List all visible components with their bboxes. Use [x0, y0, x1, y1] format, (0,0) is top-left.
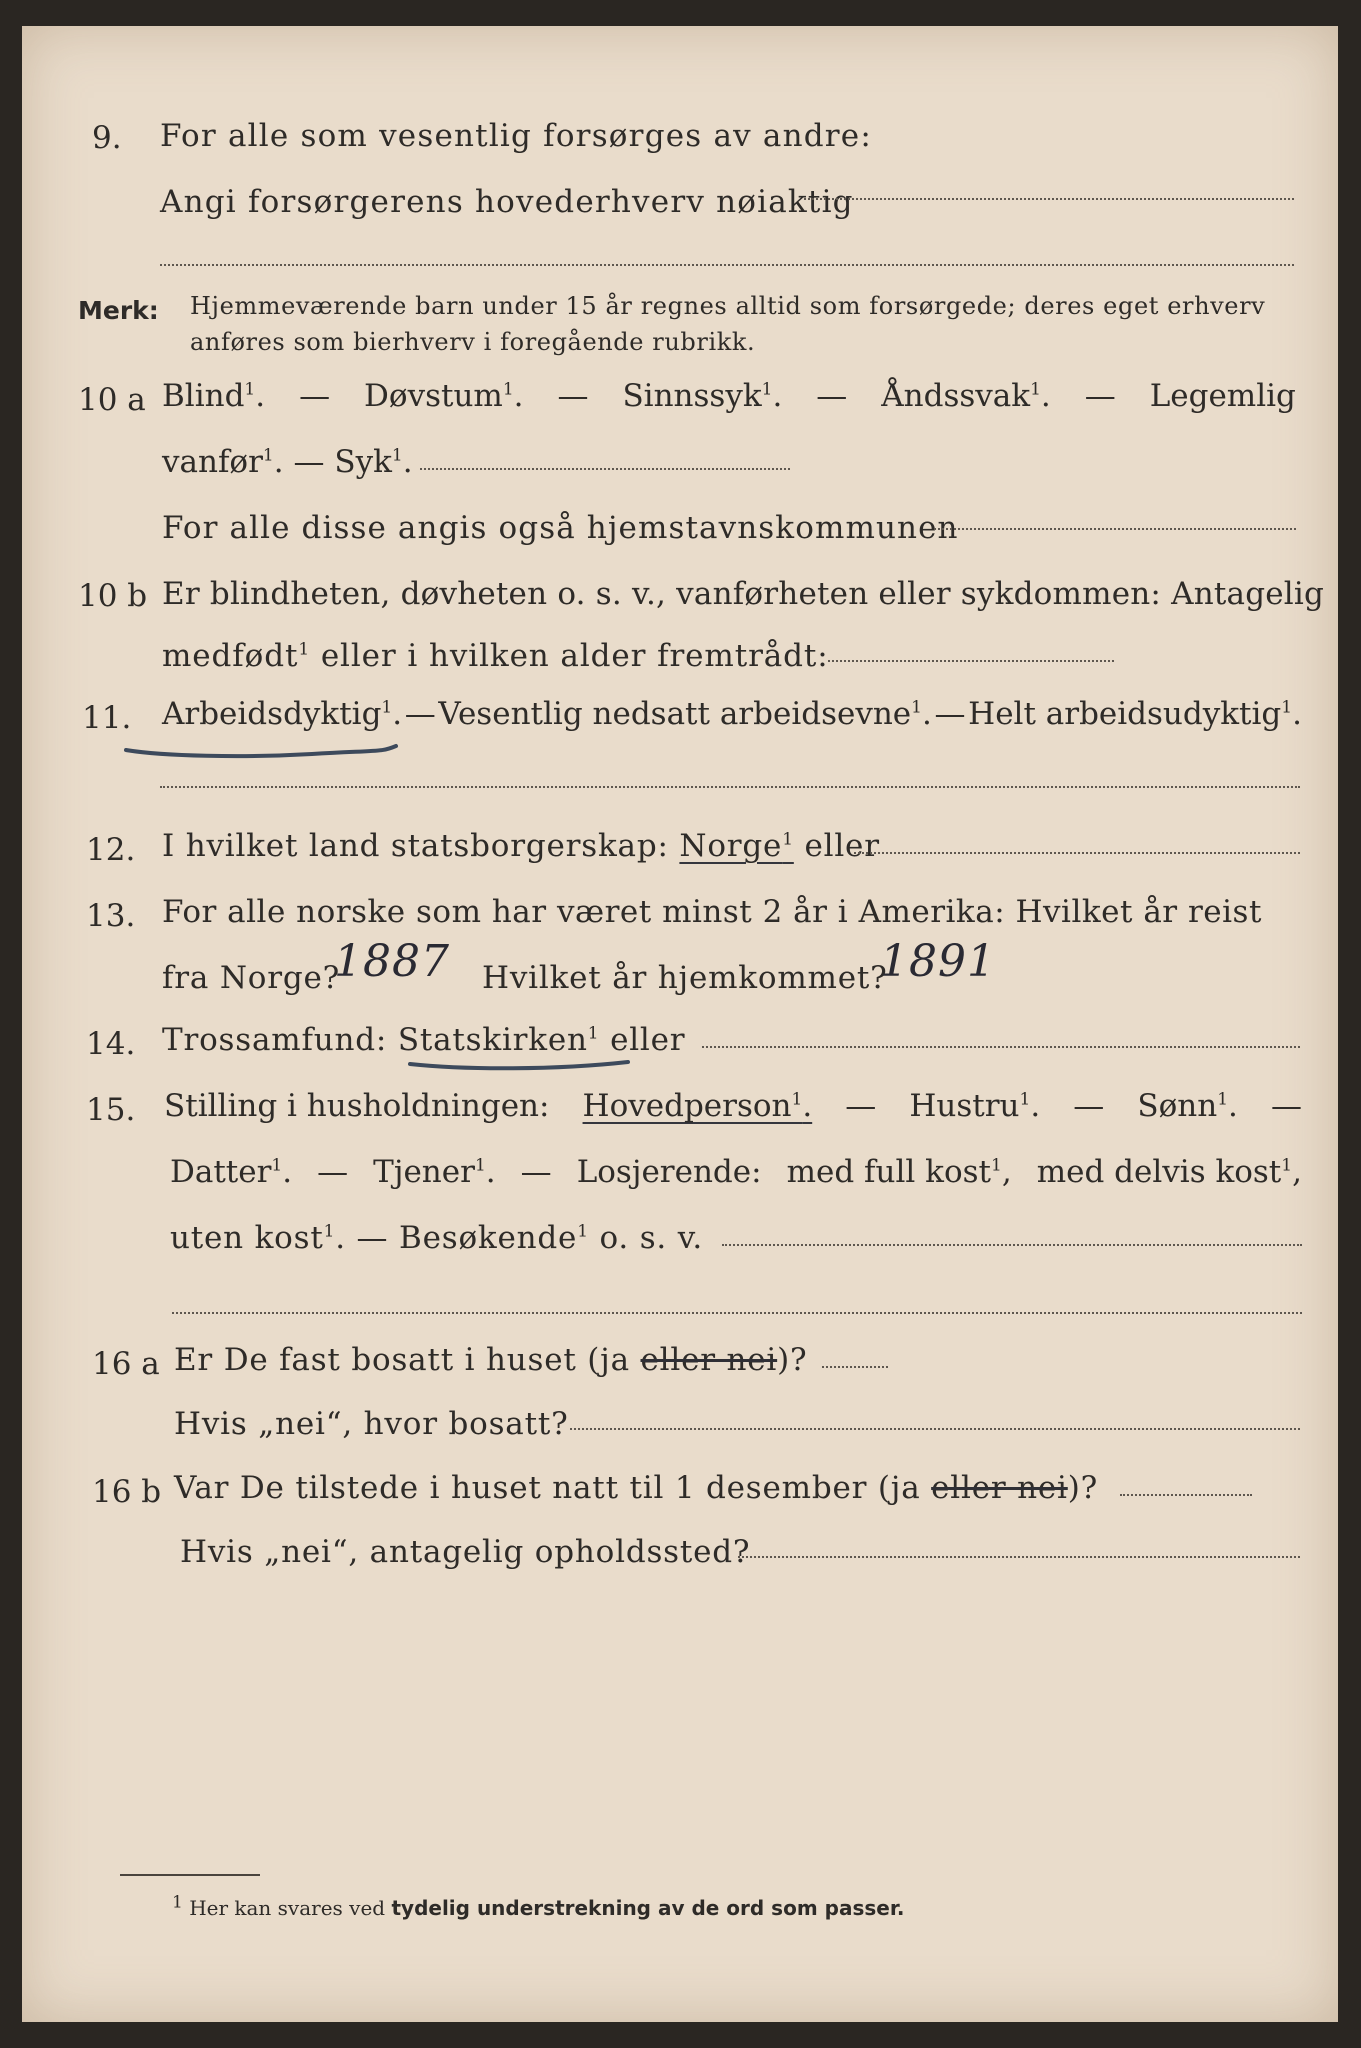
option-norge[interactable]: Norge$^1$: [679, 828, 794, 864]
option-tjener[interactable]: Tjener$^1$.: [373, 1154, 496, 1190]
option-nedsatt[interactable]: Vesentlig nedsatt arbeidsevne$^1$.: [438, 696, 932, 732]
q14-answer-line[interactable]: [702, 1046, 1300, 1048]
q11-answer-line[interactable]: [160, 786, 1300, 788]
option-sonn[interactable]: Sønn$^1$.: [1137, 1088, 1238, 1124]
option-besokende[interactable]: Besøkende$^1$: [399, 1220, 589, 1256]
q9-answer-line[interactable]: [804, 198, 1294, 200]
option-andssvak[interactable]: Åndssvak$^1$.: [881, 378, 1051, 414]
q13-line1: For alle norske som har været minst 2 år i Amerika: Hvilket år reist: [162, 894, 1262, 930]
census-form-page: [22, 26, 1338, 2022]
q16b-line1: Var De tilstede i huset natt til 1 desember (ja eller nei)?: [174, 1470, 1099, 1506]
option-arbeidsdyktig[interactable]: Arbeidsdyktig$^1$.: [162, 696, 403, 732]
q16a-number: 16 a: [92, 1346, 160, 1382]
q10a-line2: vanfør$^1$. — Syk$^1$.: [162, 444, 413, 480]
footnote-rule: [120, 1874, 260, 1876]
option-delvis-kost[interactable]: med delvis kost$^1$,: [1036, 1154, 1302, 1190]
q9-number: 9.: [92, 120, 122, 156]
merk-line1: Hjemmeværende barn under 15 år regnes alltid som forsørgede; deres eget erhverv: [190, 292, 1266, 320]
option-medfodt[interactable]: medfødt$^1$: [162, 638, 311, 674]
q14-number: 14.: [86, 1026, 136, 1062]
option-statskirken[interactable]: Statskirken$^1$: [397, 1022, 600, 1058]
q10b-line1: Er blindheten, døvheten o. s. v., vanførheten eller sykdommen: Antagelig: [162, 576, 1325, 612]
q10a-hjemstavn-answer-line[interactable]: [934, 528, 1296, 530]
q16b-line2: Hvis „nei“, antagelig opholdssted?: [180, 1534, 751, 1570]
q16a-bosatt-answer-line[interactable]: [570, 1428, 1300, 1430]
option-hustru[interactable]: Hustru$^1$.: [909, 1088, 1041, 1124]
q10a-number: 10 a: [78, 382, 146, 418]
q13-number: 13.: [86, 898, 136, 934]
option-dovstum[interactable]: Døvstum$^1$.: [364, 378, 524, 414]
q16b-struck-eller-nei: eller nei: [931, 1470, 1068, 1506]
q16b-number: 16 b: [92, 1474, 162, 1510]
q10a-line1: Blind$^1$. — Døvstum$^1$. — Sinnssyk$^1$. — Åndssvak$^1$. — Legemlig: [162, 378, 1296, 414]
q15-line2: Datter$^1$. — Tjener$^1$. — Losjerende: med full kost$^1$, med delvis kost$^1$,: [170, 1154, 1302, 1190]
q13-reist-year-handwritten[interactable]: 1887: [334, 936, 450, 987]
footnote: $^1$ Her kan svares ved tydelig understrekning av de ord som passer.: [172, 1892, 905, 1920]
option-sinnssyk[interactable]: Sinnssyk$^1$.: [622, 378, 783, 414]
merk-label: Merk:: [78, 296, 159, 325]
q15-line3: uten kost$^1$. — Besøkende$^1$ o. s. v.: [170, 1220, 704, 1256]
q16a-line2: Hvis „nei“, hvor bosatt?: [174, 1406, 569, 1442]
option-hovedperson[interactable]: Hovedperson$^1$.: [582, 1088, 813, 1124]
q13-hjemkommet: Hvilket år hjemkommet?: [482, 960, 888, 996]
q16a-answer-line[interactable]: [822, 1366, 888, 1368]
q15-line1: Stilling i husholdningen: Hovedperson$^1$. — Hustru$^1$. — Sønn$^1$. —: [164, 1088, 1302, 1124]
q10b-line2: medfødt$^1$ eller i hvilken alder fremtrådt:: [162, 638, 829, 674]
option-datter[interactable]: Datter$^1$.: [170, 1154, 293, 1190]
q9-line1: For alle som vesentlig forsørges av andre:: [160, 118, 872, 154]
option-syk[interactable]: Syk$^1$.: [334, 444, 413, 480]
q15-answer-line[interactable]: [722, 1244, 1302, 1246]
merk-line2: anføres som bierhverv i foregående rubrikk.: [190, 328, 756, 356]
option-full-kost[interactable]: med full kost$^1$,: [786, 1154, 1012, 1190]
q12-answer-line[interactable]: [854, 852, 1300, 854]
option-blind[interactable]: Blind$^1$.: [162, 378, 266, 414]
option-legemlig[interactable]: Legemlig: [1149, 378, 1296, 414]
q11-handwritten-underline: [122, 726, 412, 766]
q15-number: 15.: [86, 1092, 136, 1128]
q16a-line1: Er De fast bosatt i huset (ja eller nei)?: [174, 1342, 808, 1378]
option-udyktig[interactable]: Helt arbeidsudyktig$^1$.: [968, 696, 1302, 732]
q11-number: 11.: [82, 700, 132, 736]
q15-answer-line-2[interactable]: [172, 1312, 1302, 1314]
q10a-line3: For alle disse angis også hjemstavnskommunen: [162, 510, 959, 546]
q9-line2: Angi forsørgerens hovederhverv nøiaktig: [160, 184, 854, 220]
q10b-answer-line[interactable]: [828, 660, 1114, 662]
q11-line: Arbeidsdyktig$^1$. — Vesentlig nedsatt arbeidsevne$^1$. — Helt arbeidsudyktig$^1$.: [162, 696, 1302, 732]
q14-handwritten-underline: [406, 1050, 636, 1080]
q10b-number: 10 b: [78, 578, 148, 614]
q16b-opholdssted-answer-line[interactable]: [738, 1556, 1300, 1558]
q12-line: I hvilket land statsborgerskap: Norge$^1$ eller: [162, 828, 880, 864]
option-uten-kost[interactable]: uten kost$^1$.: [170, 1220, 346, 1256]
q10a-syk-answer-line[interactable]: [420, 468, 790, 470]
q16a-struck-eller-nei: eller nei: [640, 1342, 778, 1378]
q16b-answer-line[interactable]: [1120, 1494, 1252, 1496]
q13-hjem-year-handwritten[interactable]: 1891: [880, 936, 996, 987]
q12-number: 12.: [86, 832, 136, 868]
q14-line: Trossamfund: Statskirken$^1$ eller: [162, 1022, 686, 1058]
q13-fra-norge: fra Norge?: [162, 960, 341, 996]
q9-answer-line-2[interactable]: [160, 264, 1294, 266]
option-vanfor[interactable]: vanfør$^1$.: [162, 444, 284, 480]
